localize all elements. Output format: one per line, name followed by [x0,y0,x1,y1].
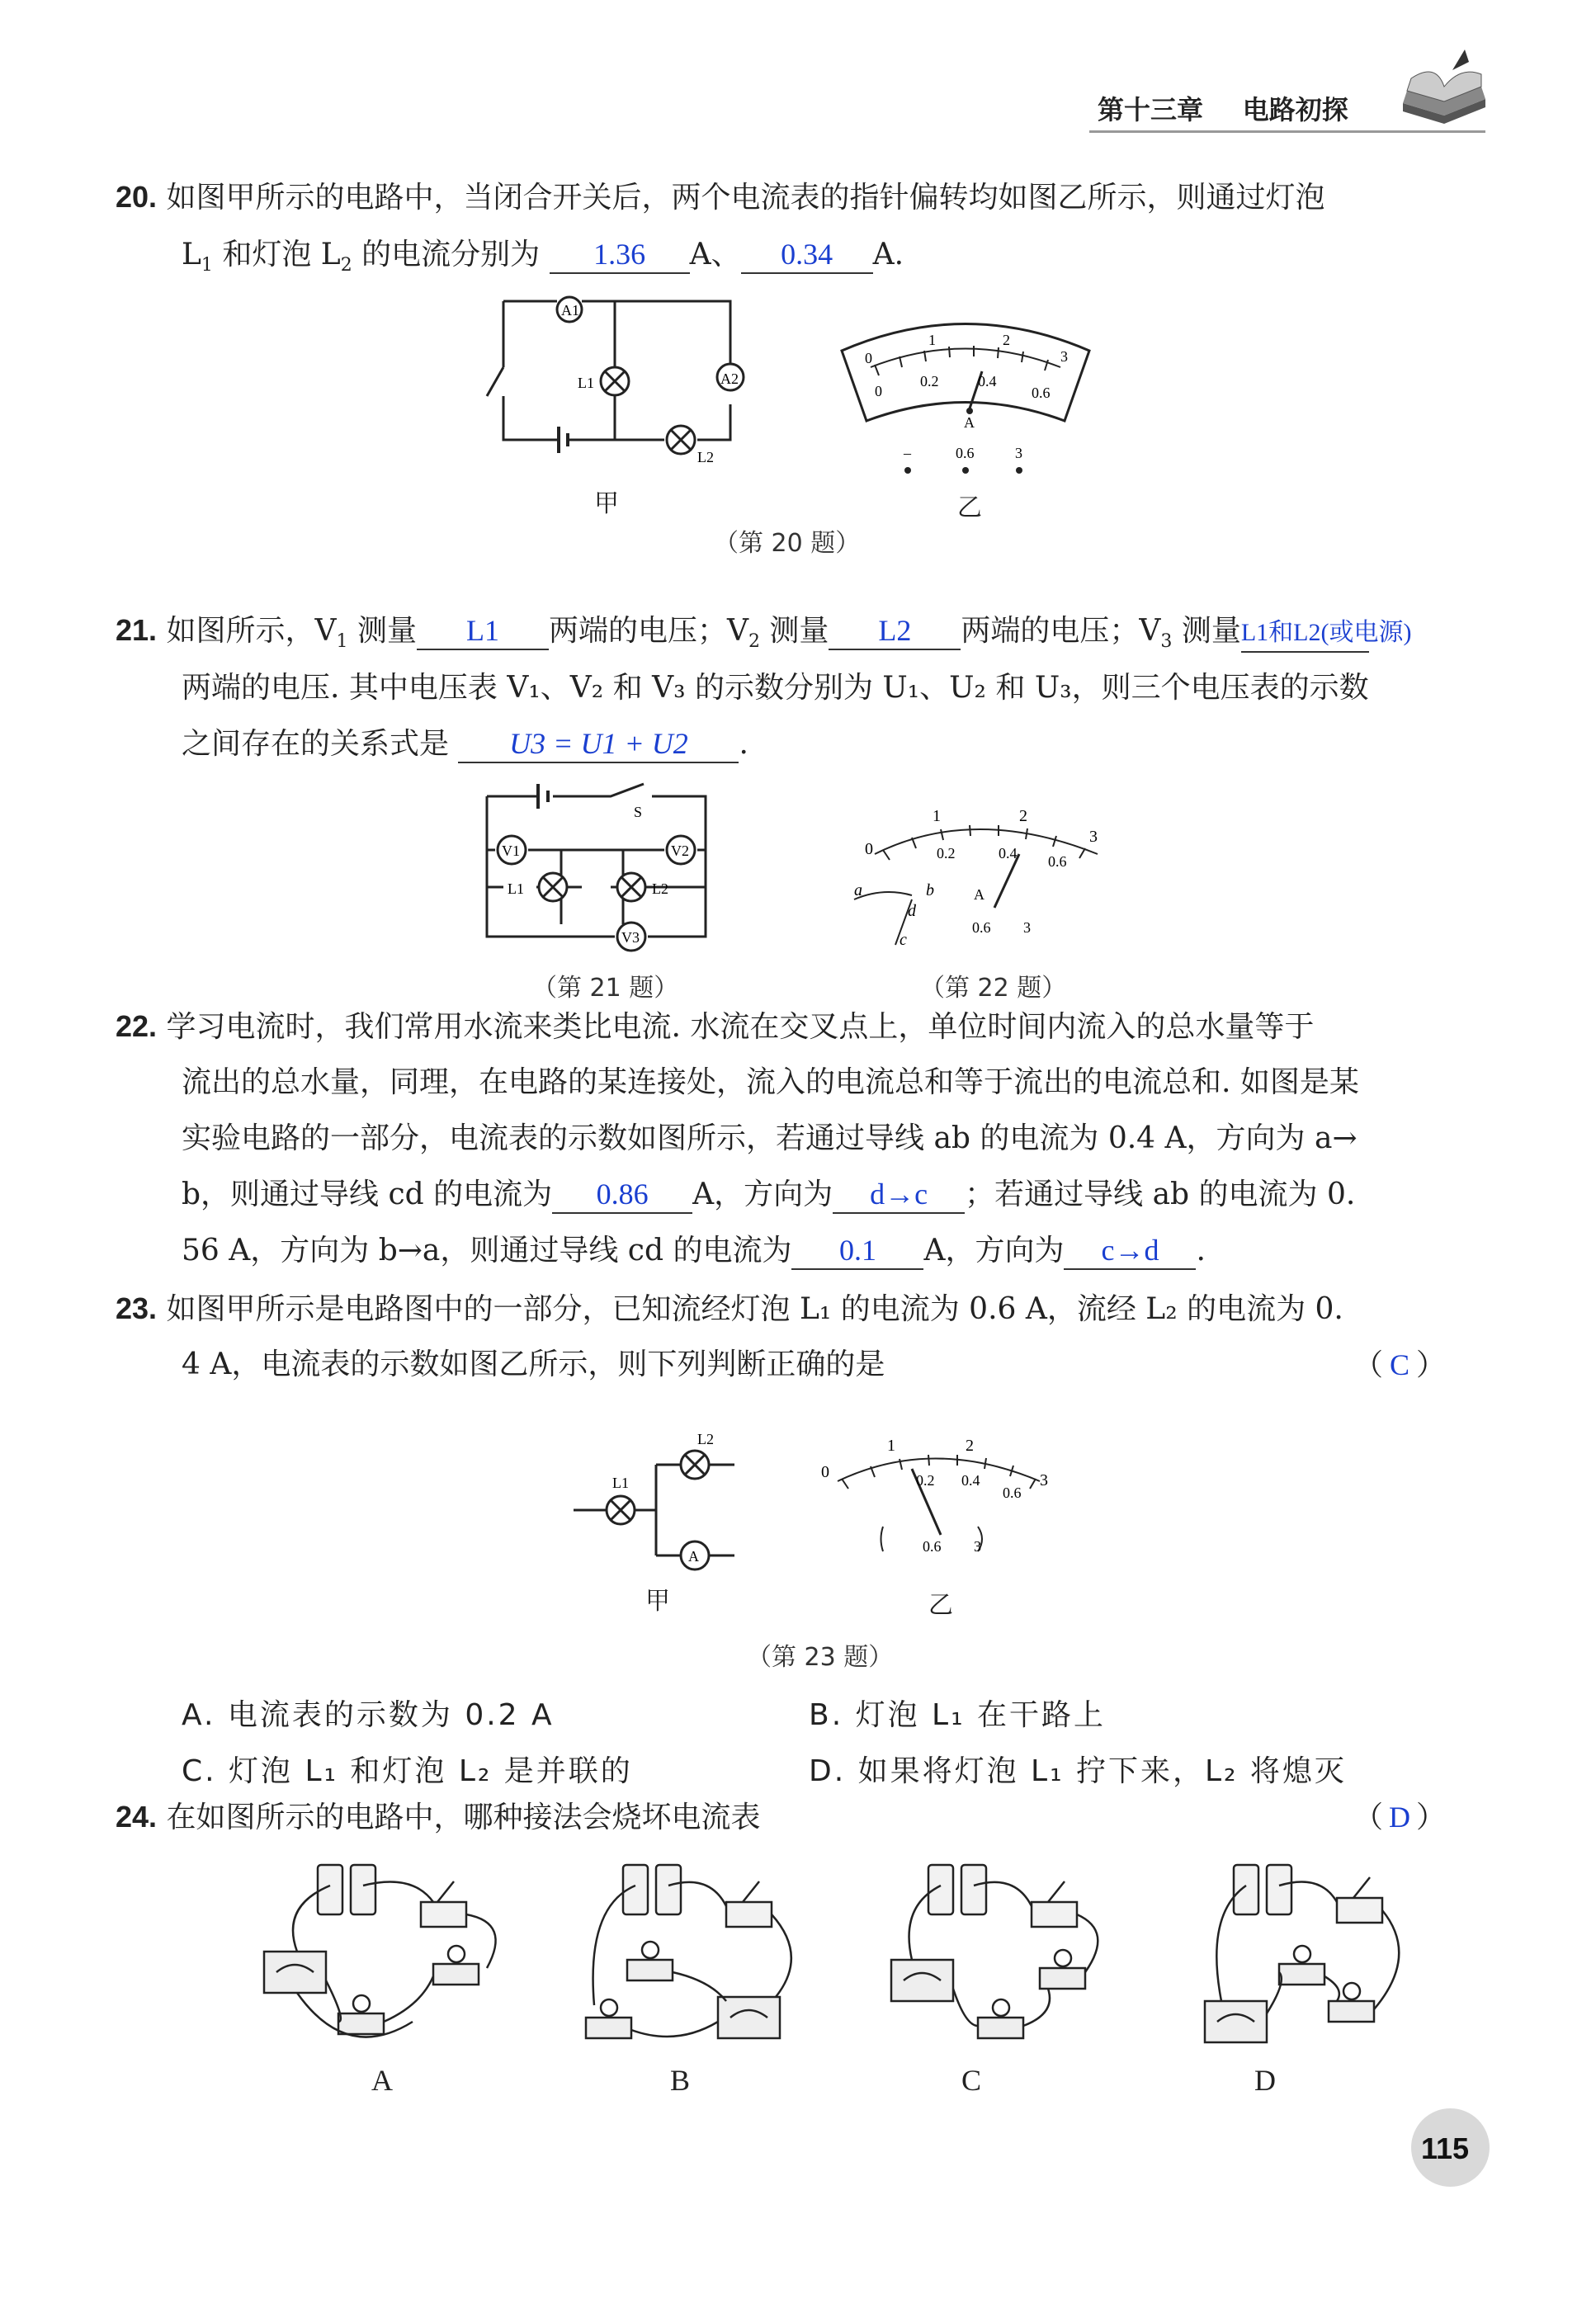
q21-line3 [182,716,748,772]
svg-text:L2: L2 [697,1432,714,1447]
q22-line1-text: 学习电流时，我们常用水流来类比电流. 水流在交叉点上，单位时间内流入的总水量等于 [166,1010,1315,1044]
svg-text:L1: L1 [508,880,524,897]
q22-line5b: A，方向为 [923,1234,1065,1267]
q24-diagram-c [891,1865,1098,2038]
q22-line3: 实验电路的一部分，电流表的示数如图所示，若通过导线 ab 的电流为 0.4 A，方向为 a→ [182,1121,1358,1155]
q21-circuit-diagram [479,780,718,961]
q20-caption: （第 20 题） [714,529,861,558]
svg-text:A2: A2 [720,371,739,387]
svg-text:L1: L1 [578,375,594,391]
q23-circuit-diagram [569,1432,759,1572]
q20-label-jia: 甲 [594,489,619,518]
q21-t1: 如图所示，V [166,614,337,648]
q23-paren-open: （ [1353,1348,1384,1382]
q20-unit2: A. [872,238,904,271]
q24-number: 24. [116,1800,158,1834]
q23-answer[interactable]: C [1390,1348,1410,1381]
q20-line2: $L_1$ 和灯泡 $L_2$ 的电流分别为 1.36 A、 0.34 A. [182,238,904,276]
q22-btick-2: 0.6 [1048,853,1067,870]
q21-answer-4[interactable]: U3 = U1 + U2 [458,725,739,763]
q23-number: 23. [116,1291,158,1325]
q23-line1 [116,1281,1343,1338]
q24-line1 [116,1789,761,1846]
q22-answer-1[interactable]: 0.86 [552,1176,692,1214]
q23-answer-paren [1353,1337,1446,1394]
q20-number: 20. [116,180,158,214]
q21-answer-2[interactable]: L2 [829,612,961,650]
q24-label-c[interactable]: C [961,2064,982,2097]
q22-wire-d: d [908,902,916,920]
q24-text: 在如图所示的电路中，哪种接法会烧坏电流表 [166,1801,761,1834]
q22-line5 [182,1223,1206,1279]
q21-t4: 测量 [759,614,829,648]
q23-paren-close: ） [1416,1348,1447,1382]
q24-label-a[interactable]: A [371,2064,393,2097]
q23-label-yi: 乙 [928,1591,953,1620]
q21-line1: 21. 如图所示，$V_1$ 测量 L1 两端的电压；$V_2$ 测量 L2 两端的电压；$V_3$ 测量L1和L2(或电源) [116,613,1412,653]
q23-option-a[interactable]: A. 电流表的示数为 0.2 A [182,1698,555,1732]
q22-line5c: . [1196,1234,1206,1267]
q20-text: 如图甲所示的电路中，当闭合开关后，两个电流表的指针偏转均如图乙所示，则通过灯泡 [166,181,1325,215]
q22-btick-1: 0.4 [999,845,1018,861]
svg-text:A: A [688,1548,699,1565]
chapter-title: 电路初探 [1242,95,1348,125]
q22-answer-4[interactable]: c→d [1064,1232,1196,1270]
q24-answer-paren [1353,1789,1446,1846]
q20-terminal-neg: – [904,445,911,461]
q22-btick-0: 0.2 [937,845,956,861]
q23-tick-3: 3 [1040,1471,1048,1489]
q22-terminal-06: 0.6 [972,919,991,936]
q20-ammeter-dial [833,305,1098,479]
q22-wire-b: b [926,881,934,899]
q23-btick-0: 0.2 [916,1472,935,1489]
q20-tick-0: 0 [865,350,872,366]
q22-line5a: 56 A，方向为 b→a，则通过导线 cd 的电流为 [182,1234,792,1267]
q20-btick-0: 0 [875,383,882,399]
q20-tick-2: 2 [1003,332,1010,348]
svg-text:L2: L2 [697,449,714,465]
q22-answer-2[interactable]: d→c [833,1176,965,1214]
svg-text:L2: L2 [652,880,668,897]
q23-tick-1: 1 [887,1437,895,1455]
q22-tick-0: 0 [865,840,873,858]
q22-tick-2: 2 [1019,807,1027,825]
q20-answer-2[interactable]: 0.34 [741,236,873,274]
q22-line4a: b，则通过导线 cd 的电流为 [182,1178,553,1211]
chapter-label: 第十三章 [1098,95,1204,125]
q23-option-c[interactable]: C. 灯泡 L₁ 和灯泡 L₂ 是并联的 [182,1754,633,1788]
svg-text:A1: A1 [561,302,579,319]
page-number: 115 [1421,2131,1470,2165]
q20-circuit-diagram [479,293,759,466]
q23-caption: （第 23 题） [747,1643,894,1672]
q22-caption: （第 22 题） [920,974,1067,1003]
q23-option-d[interactable]: D. 如果将灯泡 L₁ 拧下来，L₂ 将熄灭 [809,1754,1347,1788]
q21-caption: （第 21 题） [532,974,679,1003]
q22-tick-3: 3 [1089,828,1098,846]
q23-ammeter-dial [800,1403,1065,1568]
q22-number: 22. [116,1009,158,1043]
q23-line1-text: 如图甲所示是电路图中的一部分，已知流经灯泡 L₁ 的电流为 0.6 A，流经 L₂ 的电流为 0. [166,1292,1343,1326]
q23-line2: 4 A，电流表的示数如图乙所示，则下列判断正确的是 [182,1348,885,1381]
q21-t5: 两端的电压；V [961,614,1161,648]
q24-label-d[interactable]: D [1254,2064,1276,2097]
q21-line2: 两端的电压. 其中电压表 V₁、V₂ 和 V₃ 的示数分别为 U₁、U₂ 和 U₃，则三个电压表的示数 [182,671,1369,705]
q23-btick-2: 0.6 [1003,1485,1022,1501]
q24-paren-close: ） [1416,1801,1447,1834]
q24-diagram-b [586,1865,791,2038]
q23-terminal-3: 3 [974,1538,981,1555]
q24-diagram-a [264,1865,496,2037]
q20-unit1: A、 [689,238,741,271]
q20-terminal-06: 0.6 [956,445,975,461]
q22-wire-c: c [900,931,907,949]
q20-terminal-3: 3 [1015,445,1022,461]
q22-line4c: ；若通过导线 ab 的电流为 0. [965,1178,1356,1211]
q20-l2: 和灯泡 L [212,238,341,271]
q24-paren-open: （ [1353,1801,1384,1834]
q20-btick-1: 0.2 [920,373,939,389]
q24-diagram-d [1205,1865,1399,2042]
q20-answer-1[interactable]: 1.36 [550,236,690,274]
header-rule [1089,130,1485,133]
q21-end: . [739,727,748,761]
q21-t2: 测量 [347,614,417,648]
q20-btick-2: 0.4 [978,373,997,389]
q22-line4b: A，方向为 [692,1178,833,1211]
q21-number: 21. [116,613,158,647]
q20-l1: L [182,238,201,271]
q23-tick-0: 0 [821,1463,829,1481]
q22-answer-3[interactable]: 0.1 [791,1232,923,1270]
q22-line2: 流出的总水量，同理，在电路的某连接处，流入的电流总和等于流出的电流总和. 如图是某 [182,1065,1359,1099]
q23-tick-2: 2 [966,1437,974,1455]
q21-answer-3[interactable]: L1和L2(或电源) [1241,615,1369,653]
q20-line1 [116,169,1502,226]
q22-line1 [116,998,1314,1055]
book-icon [1395,45,1494,128]
q22-tick-1: 1 [933,807,941,825]
q22-ammeter-dial [850,776,1114,949]
q22-terminal-a: A [974,886,985,903]
q22-wire-a: a [854,881,862,899]
q21-switch-label: S [634,804,643,820]
q20-btick-3: 0.6 [1032,385,1051,401]
q22-terminal-3: 3 [1023,919,1031,936]
svg-text:V2: V2 [671,843,689,859]
q21-t6: 测量 [1172,614,1241,648]
q21-answer-1[interactable]: L1 [417,612,549,650]
q20-text2: 的电流分别为 [352,238,541,271]
q23-terminal-06: 0.6 [923,1538,942,1555]
q23-label-jia: 甲 [645,1587,670,1616]
q21-t3: 两端的电压；V [548,614,748,648]
svg-text:V3: V3 [621,929,640,946]
q21-line3-text: 之间存在的关系式是 [182,727,450,761]
q22-line4 [182,1167,1355,1223]
q20-meter-unit: A [964,414,975,431]
q24-label-b[interactable]: B [670,2064,691,2097]
svg-text:L1: L1 [612,1475,629,1491]
q20-tick-3: 3 [1060,348,1068,365]
q23-btick-1: 0.4 [961,1472,980,1489]
q24-answer[interactable]: D [1389,1801,1411,1834]
page-header [1098,89,1348,127]
svg-text:V1: V1 [502,843,520,859]
q23-option-b[interactable]: B. 灯泡 L₁ 在干路上 [809,1698,1106,1732]
q20-tick-1: 1 [928,332,936,348]
q20-label-yi: 乙 [957,493,982,522]
